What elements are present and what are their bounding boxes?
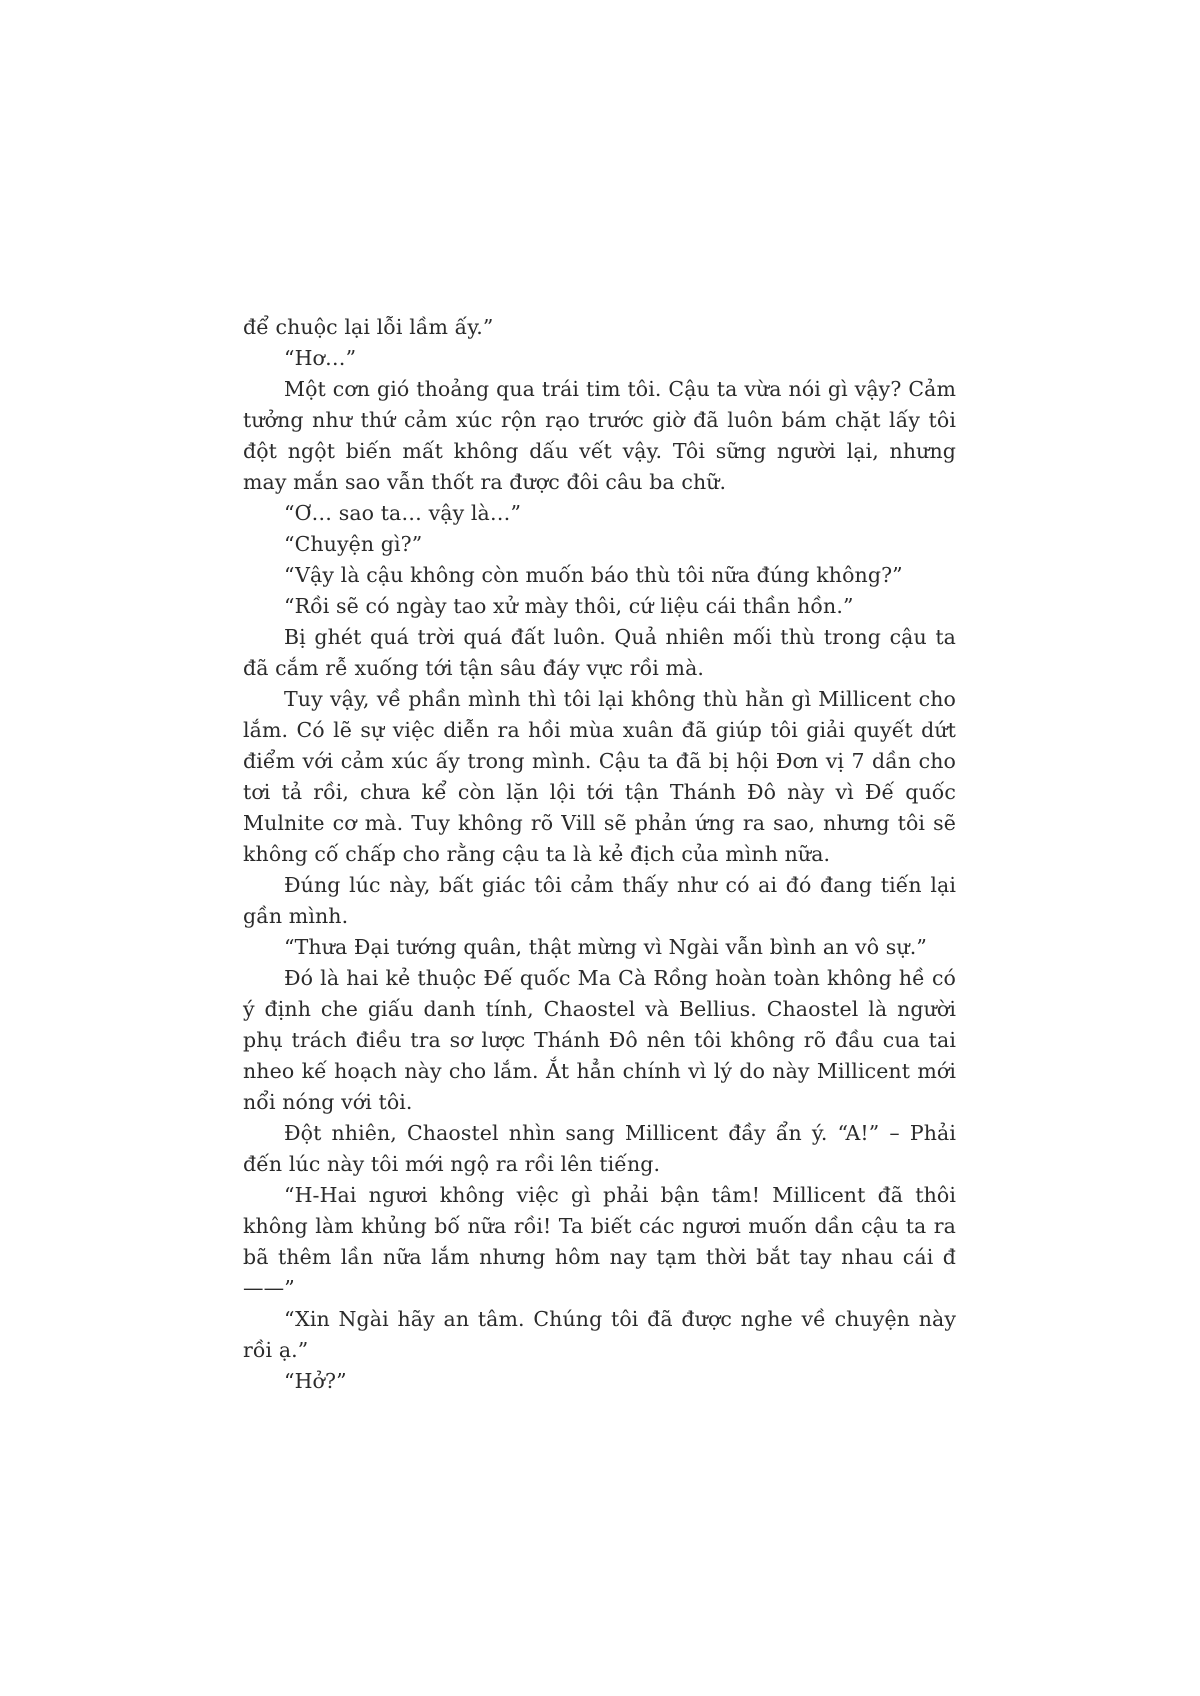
paragraph: “Hơ…” [284,346,357,370]
paragraph: “Chuyện gì?” [284,532,423,556]
paragraph: Tuy vậy, về phần mình thì tôi lại không thù hằn gì Millicent cho lắm. Có lẽ sự việc diễn ra hồi mùa xuân đã giúp tôi giải quyết dứt điểm với cảm xúc ấy trong mình. Cậu ta đã bị hội Đơn vị 7 dần cho tơi tả rồi, chưa kể còn lặn lội tới tận Thánh Đô này vì Đế quốc Mulnite cơ mà. Tuy không rõ Vill sẽ phản ứng ra sao, nhưng tôi sẽ không cố chấp cho rằng cậu ta là kẻ địch của mình nữa. [243,687,956,866]
paragraph: “H-Hai ngươi không việc gì phải bận tâm! Millicent đã thôi không làm khủng bố nữa rồi! Ta biết các ngươi muốn dần cậu ta ra bã thêm lần nữa lắm nhưng hôm nay tạm thời bắt tay nhau cái đ——” [243,1183,956,1300]
paragraph: Đó là hai kẻ thuộc Đế quốc Ma Cà Rồng hoàn toàn không hề có ý định che giấu danh tính, Chaostel và Bellius. Chaostel là người phụ trách điều tra sơ lược Thánh Đô nên tôi không rõ đầu cua tai nheo kế hoạch này cho lắm. Ắt hẳn chính vì lý do này Millicent mới nổi nóng với tôi. [243,966,956,1114]
paragraph: “Thưa Đại tướng quân, thật mừng vì Ngài vẫn bình an vô sự.” [284,935,927,959]
paragraph: “Xin Ngài hãy an tâm. Chúng tôi đã được nghe về chuyện này rồi ạ.” [243,1307,956,1362]
paragraph: Bị ghét quá trời quá đất luôn. Quả nhiên mối thù trong cậu ta đã cắm rễ xuống tới tận sâu đáy vực rồi mà. [243,625,956,680]
paragraph: “Vậy là cậu không còn muốn báo thù tôi nữa đúng không?” [284,563,903,587]
paragraph: “Rồi sẽ có ngày tao xử mày thôi, cứ liệu cái thần hồn.” [284,594,854,618]
paragraph: để chuộc lại lỗi lầm ấy.” [243,315,494,339]
paragraph: Đúng lúc này, bất giác tôi cảm thấy như có ai đó đang tiến lại gần mình. [243,873,956,928]
body-text [243,312,956,1397]
paragraph: Một cơn gió thoảng qua trái tim tôi. Cậu ta vừa nói gì vậy? Cảm tưởng như thứ cảm xúc rộn rạo trước giờ đã luôn bám chặt lấy tôi đột ngột biến mất không dấu vết vậy. Tôi sững người lại, nhưng may mắn sao vẫn thốt ra được đôi câu ba chữ. [243,377,956,494]
paragraph: “Hở?” [284,1369,347,1393]
paragraph: Đột nhiên, Chaostel nhìn sang Millicent đầy ẩn ý. “A!” – Phải đến lúc này tôi mới ngộ ra rồi lên tiếng. [243,1121,956,1176]
paragraph: “Ơ… sao ta… vậy là…” [284,501,522,525]
